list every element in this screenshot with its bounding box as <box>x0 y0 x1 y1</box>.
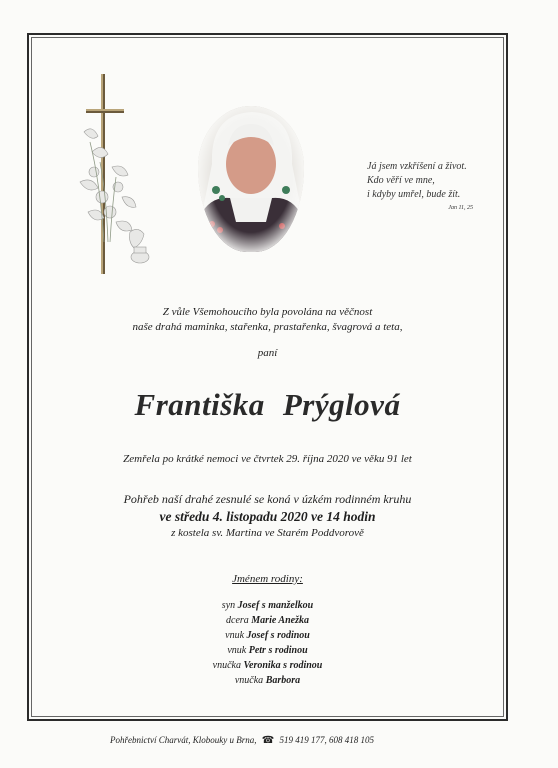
funeral-company: Pohřebnictví Charvát, Klobouky u Brna, <box>110 735 257 745</box>
family-member: syn Josef s manželkou <box>221 600 314 611</box>
family-member: vnuk Petr s rodinou <box>227 645 308 656</box>
quote-line: i kdyby umřel, bude žít. <box>367 189 461 200</box>
telephone-icon: ☎ <box>261 735 275 746</box>
bible-quote <box>367 160 487 213</box>
intro-line: naše drahá maminka, stařenka, prastařenka, švagrová a teta, <box>132 321 403 333</box>
family-title: Jménem rodiny: <box>232 573 303 585</box>
family-list <box>27 598 508 688</box>
quote-reference: Jan 11, 25 <box>448 205 473 211</box>
intro-text <box>27 305 508 335</box>
cross-icon <box>72 72 172 277</box>
quote-line: Já jsem vzkříšení a život. <box>367 161 467 172</box>
last-name: Prýglová <box>282 387 401 422</box>
funeral-date: ve středu 4. listopadu 2020 ve 14 hodin <box>159 509 376 524</box>
funeral-line: Pohřeb naší drahé zesnulé se koná v úzkém rodinném kruhu <box>123 492 412 506</box>
family-member: dcera Marie Anežka <box>226 615 309 626</box>
death-notice: Zemřela po krátké nemoci ve čtvrtek 29. října 2020 ve věku 91 let <box>123 453 412 465</box>
intro-line: Z vůle Všemohoucího byla povolána na věčnost <box>162 306 373 318</box>
footer <box>110 735 470 746</box>
quote-line: Kdo věří ve mne, <box>367 175 435 186</box>
first-name: Františka <box>134 387 265 422</box>
title-word: paní <box>257 347 278 359</box>
phone-numbers: 519 419 177, 608 418 105 <box>279 735 374 745</box>
family-member: vnuk Josef s rodinou <box>225 630 310 641</box>
funeral-place: z kostela sv. Martina ve Starém Poddvorově <box>171 527 364 539</box>
family-member: vnučka Barbora <box>234 675 301 686</box>
deceased-name <box>27 387 508 423</box>
family-member: vnučka Veronika s rodinou <box>212 660 323 671</box>
cross-lily-decoration <box>72 72 172 277</box>
funeral-info <box>27 491 508 542</box>
